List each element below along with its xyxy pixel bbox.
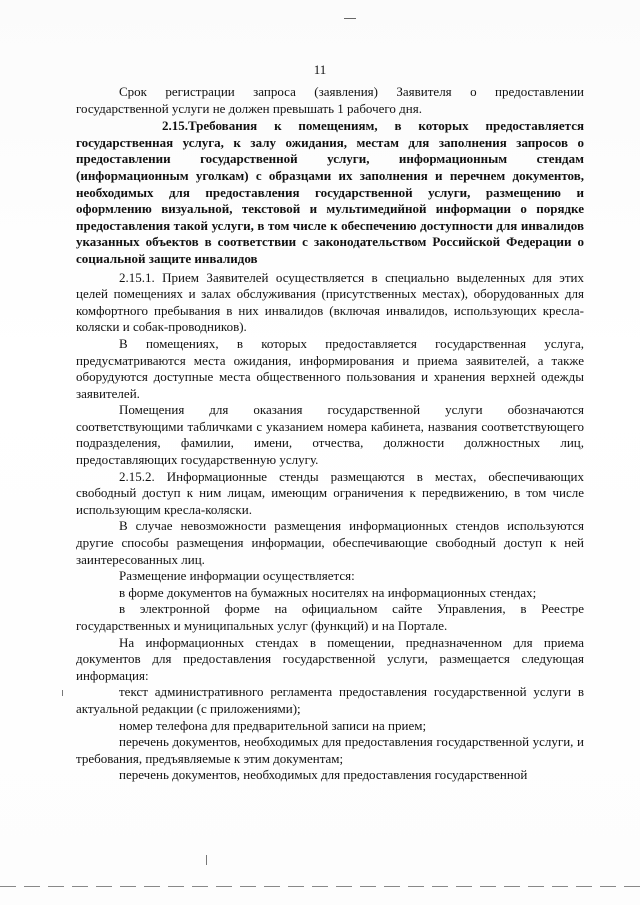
scan-mark xyxy=(62,690,63,696)
list-item-electronic-form: в электронной форме на официальном сайте Управления, в Реестре государственных и муниципальных услуг (функций) и на Портале. xyxy=(76,601,584,633)
list-item-documents-list: перечень документов, необходимых для предоставления государственной услуги, и требования, предъявляемые к этим документам; xyxy=(76,734,584,766)
scan-mark xyxy=(344,18,356,19)
paragraph-2-15-2: 2.15.2. Информационные стенды размещаются в местах, обеспечивающих свободный доступ к ним лицам, имеющим ограничения к передвижению, в том числе использующим кресла-коляски. xyxy=(76,468,584,517)
list-item-documents-list-2: перечень документов, необходимых для предоставления государственной xyxy=(119,767,528,783)
paragraph-waiting-places: В помещениях, в которых предоставляется государственная услуга, предусматриваются места ожидания, информирования и приема заявителей, а также оборудуются доступные места общественного пользования и хранения верхней одежды заявителей. xyxy=(76,335,584,401)
list-item-paper-form: в форме документов на бумажных носителях на информационных стендах; xyxy=(119,584,537,600)
list-item-phone-number: номер телефона для предварительной записи на прием; xyxy=(119,717,427,733)
scan-mark xyxy=(206,855,207,865)
paragraph-registration-term: Срок регистрации запроса (заявления) Заявителя о предоставлении государственной услуги не должен превышать 1 рабочего дня. xyxy=(76,84,584,116)
section-heading-text: Требования к помещениям, в которых предоставляется государственная услуга, к залу ожидания, местам для заполнения запросов о предоставлении государственной услуги, информационным стендам (информационным уголкам) с образцами их заполнения и перечнем документов, необходимых для предоставления государственной услуги, размещению и оформлению визуальной, текстовой и мультимедийной информации о порядке предоставления такой услуги, в том числе к обеспечению доступности для инвалидов указанных объектов в соответствии с законодательством Российской Федерации о социальной защите инвалидов xyxy=(76,118,584,266)
paragraph-other-methods: В случае невозможности размещения информационных стендов используются другие способы размещения информации, обеспечивающие свободный доступ к ней заинтересованных лиц. xyxy=(76,518,584,567)
page-number: 11 xyxy=(313,62,327,77)
document-body xyxy=(76,84,584,784)
paragraph-stands-info-intro: На информационных стендах в помещении, предназначенном для приема документов для предоставления государственной услуги, размещается следующая информация: xyxy=(76,634,584,683)
paragraph-2-15-1: 2.15.1. Прием Заявителей осуществляется в специально выделенных для этих целей помещениях и залах обслуживания (присутственных местах), оборудованных для комфортного пребывания в них инвалидов (включая инвалидов, использующих кресла-коляски и собак-проводников). xyxy=(76,269,584,335)
section-number: 2.15. xyxy=(162,118,188,134)
paragraph-signage: Помещения для оказания государственной услуги обозначаются соответствующими табличками с указанием номера кабинета, названия соответствующего подразделения, фамилии, имени, отчества, должности должностных лиц, предоставляющих государственную услугу. xyxy=(76,402,584,468)
paragraph-placement-intro: Размещение информации осуществляется: xyxy=(119,568,355,584)
section-2-15-heading xyxy=(76,118,584,267)
scan-edge xyxy=(0,886,640,887)
list-item-regulation-text: текст административного регламента предоставления государственной услуги в актуальной редакции (с приложениями); xyxy=(76,684,584,716)
